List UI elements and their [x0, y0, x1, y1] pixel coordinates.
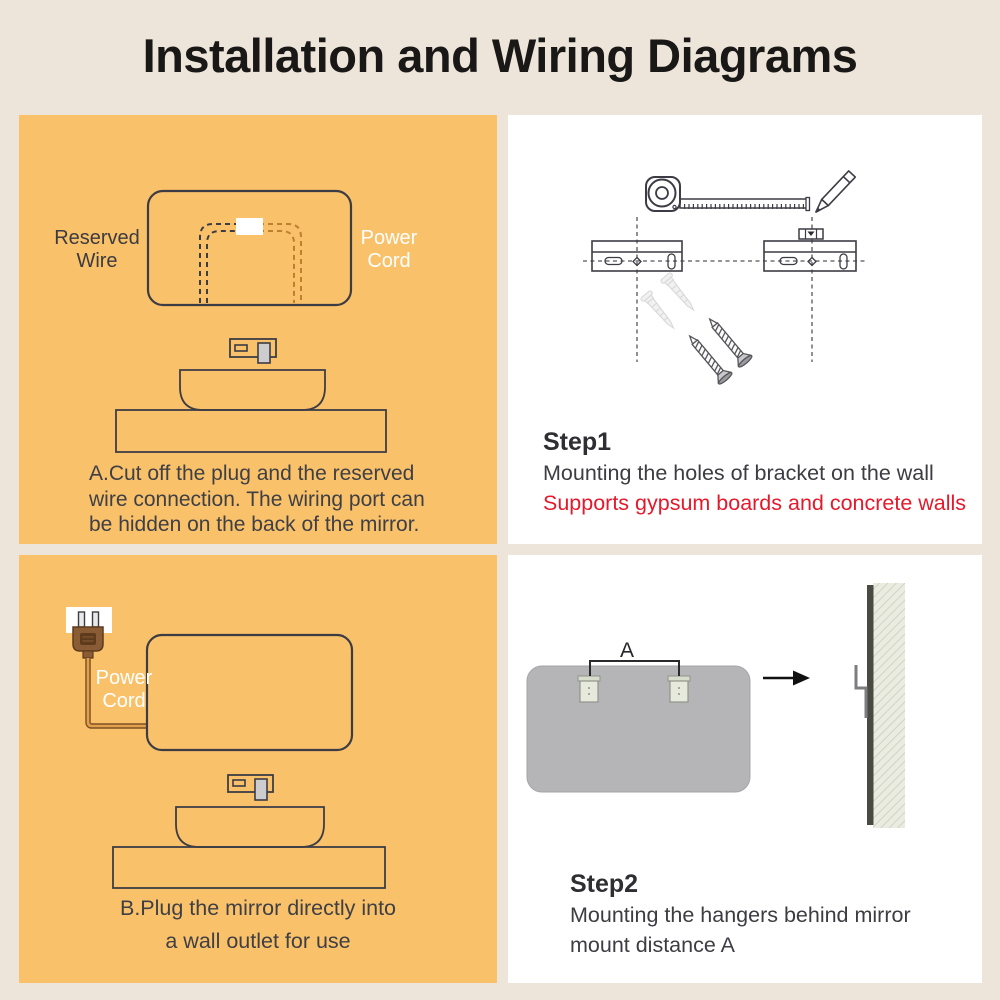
- step2-description-2: mount distance A: [570, 933, 735, 957]
- step2-text: [570, 868, 911, 960]
- reserved-wire-port: [200, 224, 301, 303]
- counter-icon-b: [113, 847, 385, 888]
- step1-text: [543, 426, 966, 518]
- power-cord-label-a: Power Cord: [360, 227, 418, 272]
- hanger-icon-left: [578, 676, 600, 702]
- dimension-a-label: A: [620, 639, 635, 662]
- step1-description: Mounting the holes of bracket on the wall: [543, 461, 934, 485]
- screw-icon: [683, 314, 753, 386]
- faucet-icon: [230, 339, 276, 363]
- mirror-back: [527, 666, 750, 792]
- step2-title: Step2: [570, 870, 639, 898]
- step1-note: Supports gypsum boards and concrete walls: [543, 491, 967, 515]
- wall-hanger-icon: [856, 665, 866, 718]
- wall-section: [867, 583, 905, 828]
- caption-b: B.Plug the mirror directly into a wall outlet for use: [119, 896, 396, 953]
- arrow-right-icon: [763, 671, 810, 686]
- mirror-outline: [148, 191, 351, 305]
- pencil-icon: [816, 171, 855, 212]
- wall-anchor-icon: [640, 272, 698, 332]
- power-cord-label-b: Power Cord: [95, 667, 153, 712]
- mirror-outline-b: [147, 635, 352, 750]
- mounting-bracket-right: [764, 241, 856, 271]
- sink-icon: [180, 370, 325, 410]
- panel-b-plug-outlet: [19, 555, 497, 983]
- sink-icon-b: [176, 807, 324, 847]
- caption-a: A.Cut off the plug and the reserved wire connection. The wiring port can be hidden on the back of the mirror.: [89, 462, 425, 536]
- spirit-level-icon: [799, 229, 823, 239]
- panel-a-cut-plug: [19, 115, 497, 544]
- step2-description-1: Mounting the hangers behind mirror: [570, 903, 911, 927]
- tape-measure-icon: [646, 177, 810, 211]
- reserved-wire-label: Reserved Wire: [54, 227, 140, 272]
- step1-title: Step1: [543, 428, 612, 456]
- faucet-icon-b: [228, 775, 273, 800]
- panel-step1: [508, 115, 982, 544]
- wiring-port-cover: [236, 218, 263, 235]
- panel-step2: [508, 555, 982, 983]
- counter-icon: [116, 410, 386, 452]
- page-title: Installation and Wiring Diagrams: [142, 29, 858, 82]
- hanger-icon-right: [668, 676, 690, 702]
